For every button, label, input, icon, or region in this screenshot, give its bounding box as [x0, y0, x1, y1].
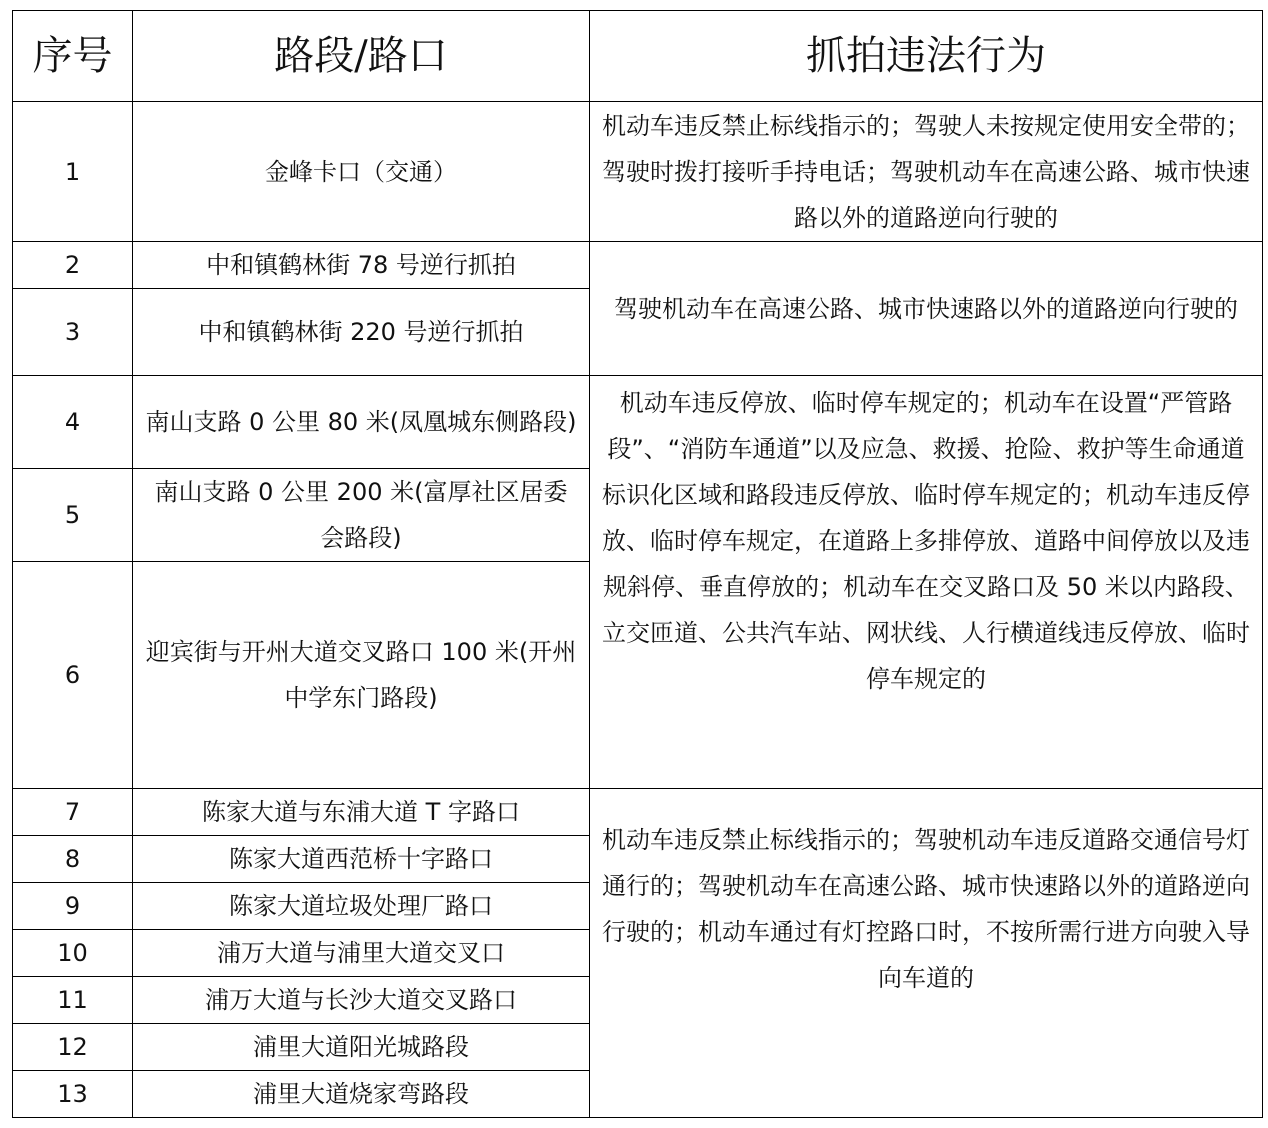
row-seq: 1 — [13, 102, 133, 242]
table-row — [13, 376, 1263, 469]
row-location: 金峰卡口（交通） — [133, 102, 590, 242]
row-location: 陈家大道垃圾处理厂路口 — [133, 883, 590, 930]
violation-group-4: 机动车违反禁止标线指示的；驾驶机动车违反道路交通信号灯通行的；驾驶机动车在高速公路、城市快速路以外的道路逆向行驶的；机动车通过有灯控路口时，不按所需行进方向驶入导向车道的 — [590, 789, 1263, 1118]
row-location: 浦里大道阳光城路段 — [133, 1024, 590, 1071]
row-seq: 3 — [13, 289, 133, 376]
row-location: 陈家大道西范桥十字路口 — [133, 836, 590, 883]
violation-group-1: 机动车违反禁止标线指示的；驾驶人未按规定使用安全带的；驾驶时拨打接听手持电话；驾驶机动车在高速公路、城市快速路以外的道路逆向行驶的 — [590, 102, 1263, 242]
row-seq: 12 — [13, 1024, 133, 1071]
row-seq: 2 — [13, 242, 133, 289]
row-location: 迎宾街与开州大道交叉路口 100 米(开州中学东门路段) — [133, 562, 590, 789]
row-seq: 13 — [13, 1071, 133, 1118]
row-location: 浦里大道烧家弯路段 — [133, 1071, 590, 1118]
row-location: 南山支路 0 公里 200 米(富厚社区居委会路段) — [133, 469, 590, 562]
row-location: 中和镇鹤林街 220 号逆行抓拍 — [133, 289, 590, 376]
row-location: 南山支路 0 公里 80 米(凤凰城东侧路段) — [133, 376, 590, 469]
row-location: 浦万大道与浦里大道交叉口 — [133, 930, 590, 977]
row-location: 浦万大道与长沙大道交叉路口 — [133, 977, 590, 1024]
header-row — [13, 11, 1263, 102]
row-location: 中和镇鹤林街 78 号逆行抓拍 — [133, 242, 590, 289]
row-seq: 10 — [13, 930, 133, 977]
table-row — [13, 789, 1263, 836]
row-location: 陈家大道与东浦大道 T 字路口 — [133, 789, 590, 836]
row-seq: 6 — [13, 562, 133, 789]
violation-group-2: 驾驶机动车在高速公路、城市快速路以外的道路逆向行驶的 — [590, 242, 1263, 376]
table-row — [13, 242, 1263, 289]
traffic-camera-table — [12, 10, 1263, 1118]
header-seq: 序号 — [13, 11, 133, 102]
row-seq: 8 — [13, 836, 133, 883]
row-seq: 7 — [13, 789, 133, 836]
header-violation: 抓拍违法行为 — [590, 11, 1263, 102]
header-location: 路段/路口 — [133, 11, 590, 102]
row-seq: 11 — [13, 977, 133, 1024]
document-page — [12, 10, 1263, 1118]
table-row — [13, 102, 1263, 242]
row-seq: 4 — [13, 376, 133, 469]
row-seq: 9 — [13, 883, 133, 930]
row-seq: 5 — [13, 469, 133, 562]
violation-group-3: 机动车违反停放、临时停车规定的；机动车在设置“严管路段”、“消防车通道”以及应急、救援、抢险、救护等生命通道标识化区域和路段违反停放、临时停车规定的；机动车违反停放、临时停车规定，在道路上多排停放、道路中间停放以及违规斜停、垂直停放的；机动车在交叉路口及 50 米以内路段、立交匝道、公共汽车站、网状线、人行横道线违反停放、临时停车规定的 — [590, 376, 1263, 789]
